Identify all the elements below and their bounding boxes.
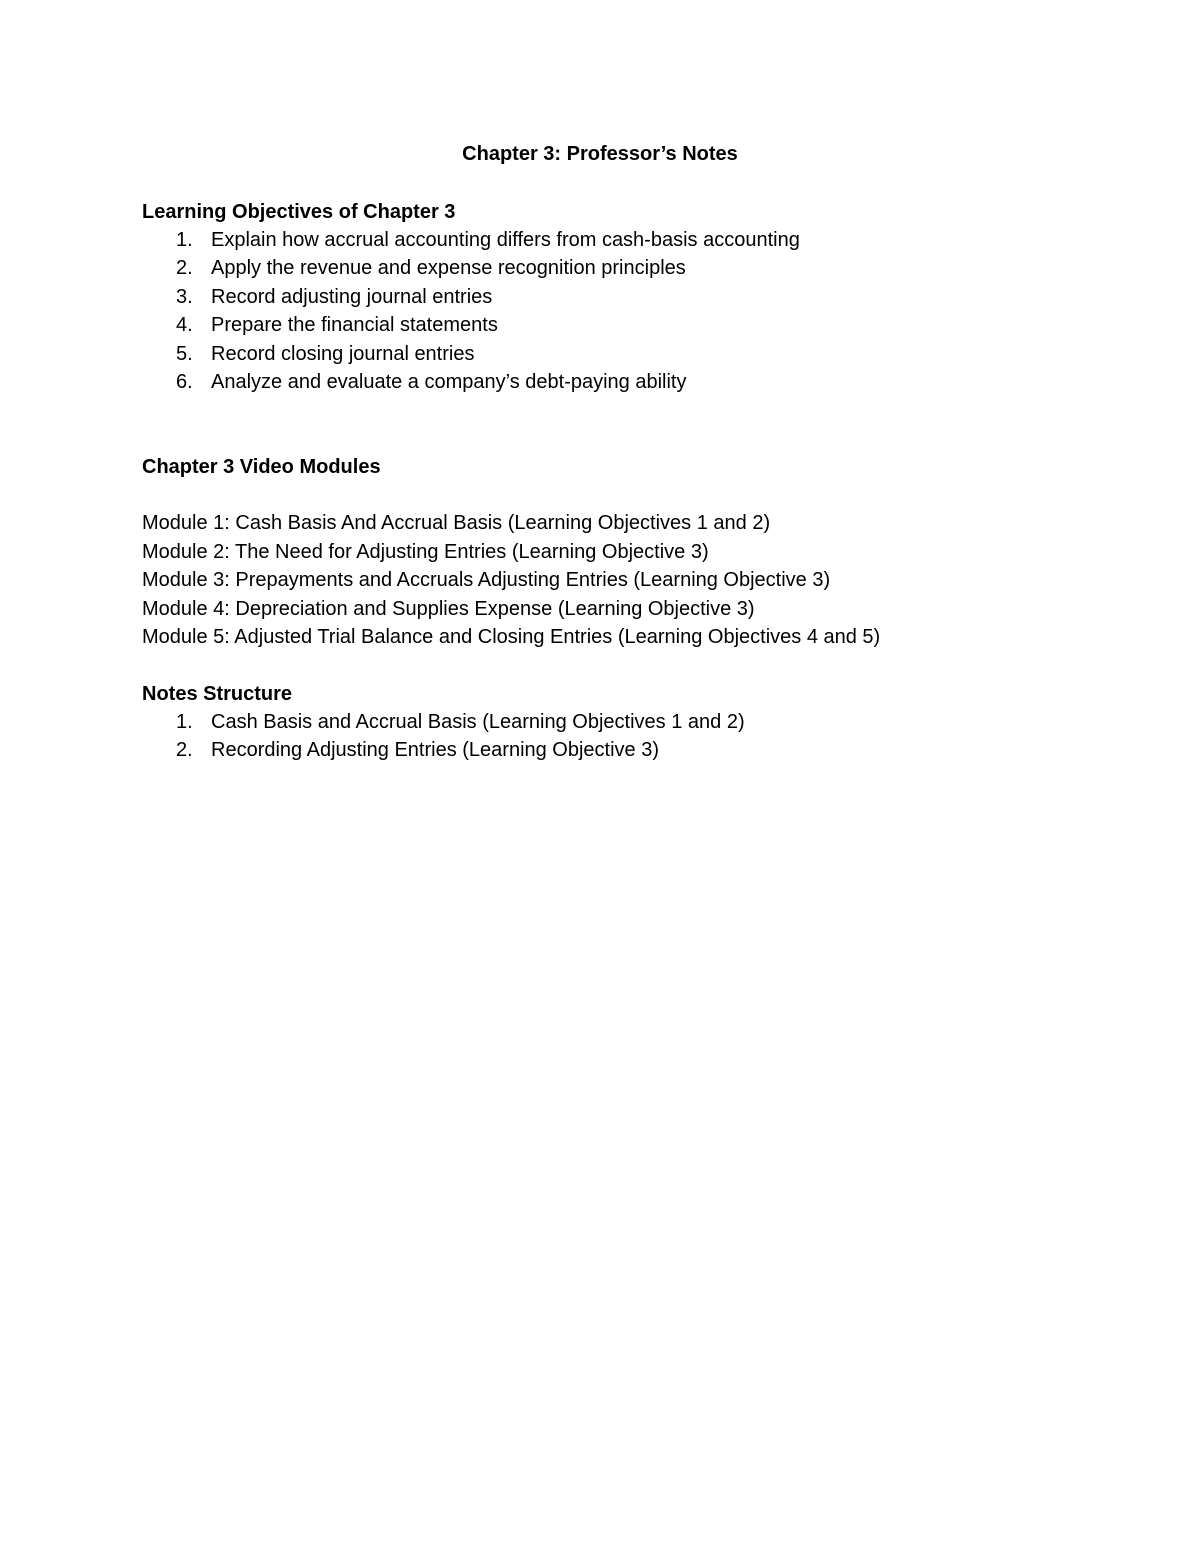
objective-number: 6.: [176, 370, 193, 393]
objective-number: 2.: [176, 257, 193, 280]
document-title: Chapter 3: Professor’s Notes: [462, 143, 738, 165]
video-module-item: Module 3: Prepayments and Accruals Adjusting Entries (Learning Objective 3): [142, 569, 831, 592]
video-module-item: Module 1: Cash Basis And Accrual Basis (Learning Objectives 1 and 2): [142, 512, 771, 534]
video-module-item: Module 5: Adjusted Trial Balance and Closing Entries (Learning Objectives 4 and 5): [142, 626, 881, 649]
objective-number: 4.: [176, 314, 193, 337]
objective-number: 3.: [176, 285, 193, 308]
notes-structure-number: 2.: [176, 739, 193, 762]
notes-structure-number: 1.: [176, 711, 193, 733]
notes-structure-heading: Notes Structure: [142, 683, 293, 705]
objective-text: Analyze and evaluate a company’s debt-paying ability: [211, 370, 687, 393]
objective-text: Apply the revenue and expense recognition principles: [211, 257, 686, 280]
objectives-heading: Learning Objectives of Chapter 3: [142, 201, 456, 223]
objective-text: Prepare the financial statements: [211, 314, 498, 337]
notes-structure-text: Cash Basis and Accrual Basis (Learning Objectives 1 and 2): [211, 711, 745, 733]
objective-text: Record closing journal entries: [211, 342, 475, 365]
video-modules-list: [142, 509, 880, 652]
video-module-item: Module 4: Depreciation and Supplies Expense (Learning Objective 3): [142, 597, 755, 620]
video-modules-heading: Chapter 3 Video Modules: [142, 456, 381, 478]
objective-text: Explain how accrual accounting differs from cash-basis accounting: [211, 229, 800, 251]
notes-structure-text: Recording Adjusting Entries (Learning Objective 3): [211, 739, 660, 762]
objective-number: 1.: [176, 229, 193, 251]
objective-number: 5.: [176, 342, 193, 365]
video-module-item: Module 2: The Need for Adjusting Entries (Learning Objective 3): [142, 540, 709, 563]
objective-text: Record adjusting journal entries: [211, 285, 493, 308]
